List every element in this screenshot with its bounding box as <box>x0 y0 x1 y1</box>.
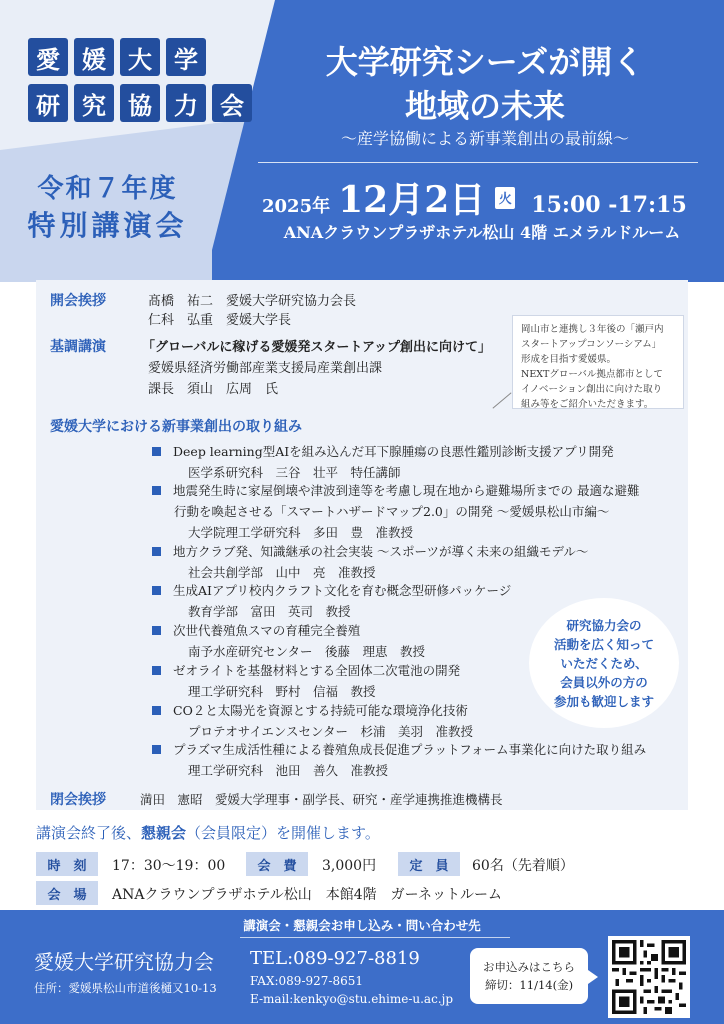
notice-suffix: （会員限定）を開催します。 <box>186 824 380 842</box>
item-presenter: 社会共創学部 山中 亮 准教授 <box>188 565 376 580</box>
item-title: 地方クラブ発、知識継承の社会実装 ～スポーツが導く未来の組織モデル～ <box>173 544 589 559</box>
item-presenter: 理工学研究科 池田 善久 准教授 <box>188 763 389 778</box>
program-item <box>152 581 511 620</box>
note-line: 岡山市と連携し３年後の「瀬戸内 <box>521 324 664 335</box>
item-presenter: プロテオサイエンスセンター 杉浦 美羽 准教授 <box>188 724 474 739</box>
item-title: Deep learning型AIを組み込んだ耳下腺腫瘍の良悪性鑑別診断支援アプリ開発 <box>173 444 614 459</box>
note-line: NEXTグローバル拠点都市として <box>521 369 663 380</box>
subtitle: ～産学協働による新事業創出の最前線～ <box>340 129 629 148</box>
phone[interactable]: TEL:089-927-8819 <box>250 948 420 969</box>
program-item <box>152 740 646 779</box>
title-line-1: 大学研究シーズが開く <box>325 43 645 81</box>
notice-prefix: 講演会終了後、 <box>36 824 142 842</box>
event-time: 15:00 -17:15 <box>531 192 687 218</box>
closing-speaker: 満田 憲昭 愛媛大学理事・副学長、研究・産学連携推進機構長 <box>140 792 503 807</box>
date-year: 2025年 <box>262 196 331 217</box>
bullet-square-icon <box>152 547 161 556</box>
note-line: 組み等をご紹介いただきます。 <box>521 399 654 410</box>
fee-tag: 会 費 <box>246 852 308 876</box>
opening-speaker-2: 仁科 弘重 愛媛大学長 <box>148 313 292 328</box>
section-title: 愛媛大学における新事業創出の取り組み <box>50 419 302 435</box>
note-line: イノベーション創出に向けた取り <box>521 384 663 395</box>
venue: ANAクラウンプラザホテル松山 4階 エメラルドルーム <box>283 223 681 242</box>
item-presenter: 教育学部 富田 英司 教授 <box>188 604 351 619</box>
logo-char: 愛 <box>28 38 68 76</box>
apply-bubble <box>470 948 588 1004</box>
logo-char: 媛 <box>74 38 114 76</box>
logo-row-2 <box>28 84 252 122</box>
logo-char: 会 <box>212 84 252 122</box>
venue-tag: 会 場 <box>36 881 98 905</box>
item-title: 生成AIアプリ校内クラフト文化を育む概念型研修パッケージ <box>173 583 512 598</box>
reception-notice <box>36 822 380 843</box>
keynote-note <box>512 315 684 409</box>
bullet-square-icon <box>152 586 161 595</box>
circle-line: いただくため、 <box>560 655 648 671</box>
keynote-label: 基調講演 <box>50 339 106 355</box>
event-date <box>262 172 687 223</box>
item-title: CO２と太陽光を資源とする持続可能な環境浄化技術 <box>173 703 468 718</box>
logo-char: 大 <box>120 38 160 76</box>
item-presenter: 医学系研究科 三谷 壮平 特任講師 <box>188 465 401 480</box>
qr-code-icon[interactable] <box>608 936 690 1018</box>
welcome-circle <box>529 598 679 728</box>
email-link[interactable]: E-mail:kenkyo@stu.ehime-u.ac.jp <box>250 992 454 1006</box>
program-item <box>152 442 614 481</box>
program-item <box>152 621 425 660</box>
bullet-square-icon <box>152 745 161 754</box>
capacity-tag: 定 員 <box>398 852 460 876</box>
program-item <box>152 701 473 740</box>
contact-heading: 講演会・懇親会お申し込み・問い合わせ先 <box>243 918 481 933</box>
circle-line: 会員以外の方の <box>560 674 648 690</box>
item-title: ゼオライトを基盤材料とする全固体二次電池の開発 <box>173 663 461 678</box>
date-weekday: 火 <box>495 187 515 209</box>
fee-value: 3,000円 <box>322 858 377 874</box>
bullet-square-icon <box>152 666 161 675</box>
logo-char: 力 <box>166 84 206 122</box>
program-item <box>152 481 639 541</box>
item-title: 地震発生時に家屋倒壊や津波到達等を考慮し現在地から避難場所までの 最適な避難 <box>173 483 640 498</box>
time-value: 17：30～19：00 <box>112 858 226 874</box>
deadline: 締切：11/14(金) <box>484 978 574 992</box>
capacity-value: 60名（先着順） <box>472 858 574 874</box>
logo-char: 学 <box>166 38 206 76</box>
program-item <box>152 542 588 581</box>
footer-divider <box>240 937 510 938</box>
item-presenter: 理工学研究科 野村 信福 教授 <box>188 684 376 699</box>
reception-venue: ANAクラウンプラザホテル松山 本館4階 ガーネットルーム <box>112 887 502 903</box>
title-line-2: 地域の未来 <box>404 87 565 125</box>
logo-char: 究 <box>74 84 114 122</box>
circle-line: 活動を広く知って <box>553 636 654 652</box>
item-presenter: 南予水産研究センター 後藤 理恵 教授 <box>188 644 426 659</box>
date-day: 12月2日 <box>338 179 486 221</box>
fax: FAX:089-927-8651 <box>250 974 363 988</box>
event-type: 特別講演会 <box>27 209 188 242</box>
circle-line: 研究協力会の <box>566 617 642 633</box>
year-label: 令和７年度 <box>37 174 178 204</box>
bullet-square-icon <box>152 447 161 456</box>
opening-speaker-1: 髙橋 祐二 愛媛大学研究協力会長 <box>148 294 357 309</box>
note-line: スタートアップコンソーシアム」 <box>521 339 662 350</box>
opening-label: 開会挨拶 <box>50 293 106 309</box>
bullet-square-icon <box>152 706 161 715</box>
circle-line: 参加も歓迎します <box>553 693 654 709</box>
address: 住所：愛媛県松山市道後樋又10-13 <box>34 981 217 995</box>
header <box>0 0 724 282</box>
closing-label: 閉会挨拶 <box>50 792 106 808</box>
program-item <box>152 661 460 700</box>
time-tag: 時 刻 <box>36 852 98 876</box>
keynote-speaker: 課長 須山 広周 氏 <box>148 382 279 397</box>
header-divider <box>258 162 698 163</box>
main-title <box>250 40 720 128</box>
item-title-cont: 行動を喚起させる「スマートハザードマップ2.0」の開発 ～愛媛県松山市編～ <box>174 504 610 519</box>
logo-char: 協 <box>120 84 160 122</box>
keynote-org: 愛媛県経済労働部産業支援局産業創出課 <box>148 361 383 376</box>
note-line: 形成を目指す愛媛県。 <box>521 354 617 365</box>
bullet-square-icon <box>152 626 161 635</box>
notice-highlight: 懇親会 <box>141 824 187 842</box>
organization-name: 愛媛大学研究協力会 <box>34 950 214 974</box>
item-presenter: 大学院理工学研究科 多田 豊 准教授 <box>188 525 414 540</box>
footer <box>0 910 724 1024</box>
item-title: 次世代養殖魚スマの育種完全養殖 <box>173 623 361 638</box>
apply-text: お申込みはこちら <box>483 960 575 974</box>
logo-row-1 <box>28 38 206 76</box>
keynote-title: 「グローバルに稼げる愛媛発スタートアップ創出に向けて」 <box>142 340 492 355</box>
bullet-square-icon <box>152 486 161 495</box>
logo-char: 研 <box>28 84 68 122</box>
item-title: プラズマ生成活性種による養殖魚成長促進プラットフォーム事業化に向けた取り組み <box>173 742 647 757</box>
